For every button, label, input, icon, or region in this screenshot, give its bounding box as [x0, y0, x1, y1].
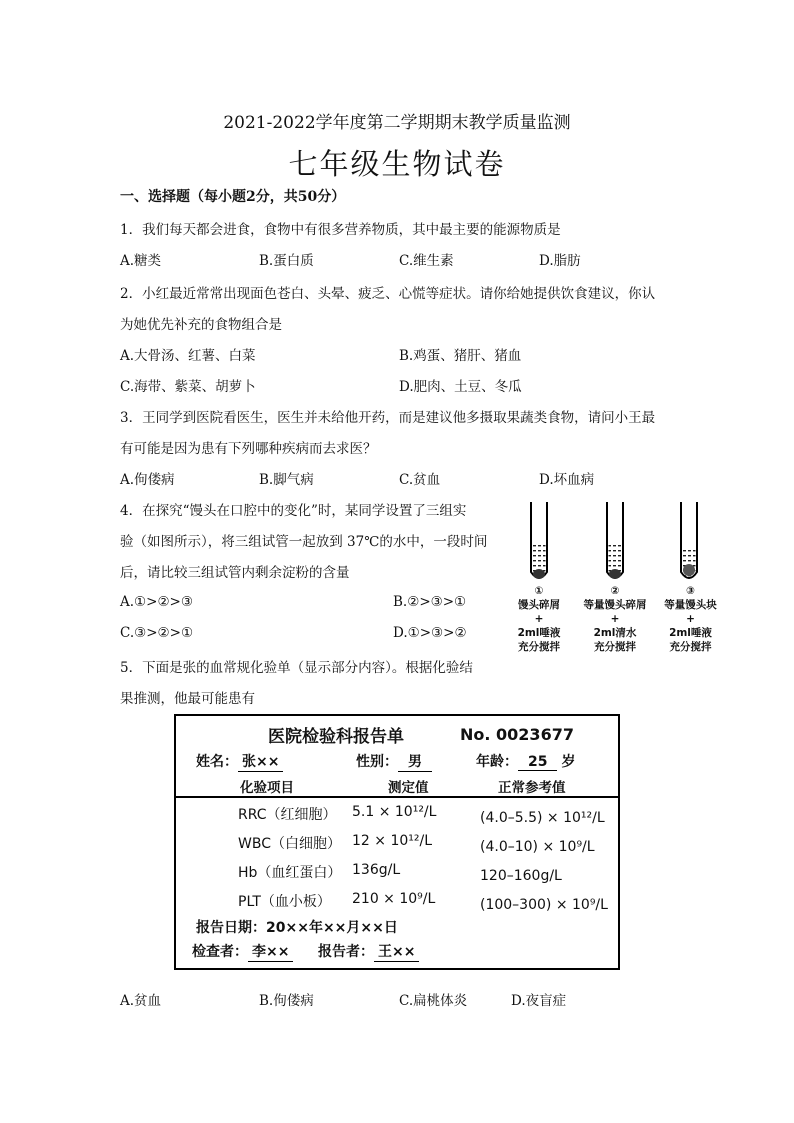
- q5-option-c: C.扁桃体炎: [399, 993, 468, 1009]
- row-rbc-ref: (4.0–5.5) × 10¹²/L: [480, 810, 605, 826]
- q1-option-a: A.糖类: [120, 253, 162, 269]
- question-1-stem: 1．我们每天都会进食，食物中有很多营养物质，其中最主要的能源物质是: [120, 222, 561, 238]
- q5-option-b: B.佝偻病: [259, 993, 314, 1009]
- reporter-field: 报告者： 王××: [318, 941, 419, 962]
- patient-name-value: 张××: [238, 751, 283, 772]
- q4-option-d: D.①>③>②: [393, 625, 467, 641]
- checker-field: 检查者： 李××: [192, 941, 293, 962]
- row-wbc-item: WBC（白细胞）: [238, 836, 341, 852]
- question-2-stem-line1: 2．小红最近常常出现面色苍白、头晕、疲乏、心慌等症状。请你给她提供饮食建议，你认: [120, 286, 656, 302]
- test-tube-3: [681, 502, 697, 578]
- test-tube-figure: [503, 500, 728, 665]
- row-plt-ref: (100–300) × 10⁹/L: [480, 897, 608, 913]
- q3-option-c: C.贫血: [399, 472, 441, 488]
- row-rbc-item: RRC（红细胞）: [238, 807, 337, 823]
- row-hb-ref: 120–160g/L: [480, 868, 562, 884]
- exam-title: 2021-2022学年度第二学期期末教学质量监测: [223, 113, 571, 133]
- tube-3-caption: ③ 等量馒头块 + 2ml唾液 充分搅拌: [664, 585, 717, 653]
- question-2-stem-line2: 为她优先补充的食物组合是: [120, 317, 282, 333]
- question-4-stem-line3: 后，请比较三组试管内剩余淀粉的含量: [120, 565, 350, 581]
- question-4-stem-line1: 4．在探究“馒头在口腔中的变化”时，某同学设置了三组实: [120, 503, 467, 519]
- row-hb-value: 136g/L: [352, 862, 401, 878]
- question-5-stem-line1: 5．下面是张的血常规化验单（显示部分内容）。根据化验结: [120, 660, 473, 676]
- column-item-header: 化验项目: [240, 780, 294, 796]
- lab-report-card: [174, 714, 620, 970]
- q3-option-d: D.坏血病: [539, 472, 595, 488]
- column-reference-header: 正常参考值: [498, 780, 566, 796]
- q1-option-d: D.脂肪: [539, 253, 581, 269]
- q2-option-a: A.大骨汤、红薯、白菜: [120, 348, 256, 364]
- question-3-stem-line1: 3．王同学到医院看医生，医生并未给他开药，而是建议他多摄取果蔬类食物，请问小王最: [120, 410, 656, 426]
- question-4-stem-line2: 验（如图所示），将三组试管一起放到 37℃的水中，一段时间: [120, 534, 488, 550]
- q4-option-c: C.③>②>①: [120, 625, 194, 641]
- report-title: 医院检验科报告单: [268, 727, 404, 747]
- q2-option-d: D.肥肉、土豆、冬瓜: [399, 379, 522, 395]
- q3-option-b: B.脚气病: [259, 472, 314, 488]
- report-divider: [176, 796, 618, 798]
- row-rbc-value: 5.1 × 10¹²/L: [352, 804, 437, 820]
- q2-option-b: B.鸡蛋、猪肝、猪血: [399, 348, 522, 364]
- column-value-header: 测定值: [388, 780, 429, 796]
- tube-2-caption: ② 等量馒头碎屑 + 2ml清水 充分搅拌: [583, 585, 647, 653]
- q2-option-c: C.海带、紫菜、胡萝卜: [120, 379, 256, 395]
- q4-option-b: B.②>③>①: [393, 594, 467, 610]
- report-date: 报告日期：20××年××月××日: [196, 920, 398, 936]
- test-tubes-illustration: [503, 500, 728, 592]
- patient-name-field: 姓名： 张××: [196, 751, 283, 772]
- q5-option-d: D.夜盲症: [511, 993, 567, 1009]
- q5-option-a: A.贫血: [120, 993, 162, 1009]
- section-heading: 一、选择题（每小题2分，共50分）: [120, 189, 346, 205]
- reporter-value: 王××: [374, 941, 419, 962]
- patient-age-field: 年龄： 25 岁: [476, 754, 576, 770]
- question-5-stem-line2: 果推测，他最可能患有: [120, 691, 255, 707]
- q1-option-c: C.维生素: [399, 253, 454, 269]
- row-wbc-value: 12 × 10¹²/L: [352, 833, 433, 849]
- report-number: No. 0023677: [460, 725, 574, 744]
- row-hb-item: Hb（血红蛋白）: [238, 865, 342, 881]
- q4-option-a: A.①>②>③: [120, 594, 193, 610]
- patient-age-value: 25: [518, 754, 557, 771]
- patient-sex-value: 男: [398, 751, 432, 772]
- question-3-stem-line2: 有可能是因为患有下列哪种疾病而去求医？: [120, 441, 377, 457]
- checker-value: 李××: [248, 941, 293, 962]
- q1-option-b: B.蛋白质: [259, 253, 314, 269]
- row-wbc-ref: (4.0–10) × 10⁹/L: [480, 839, 595, 855]
- row-plt-value: 210 × 10⁹/L: [352, 891, 436, 907]
- test-tube-1: [531, 502, 547, 579]
- exam-subtitle: 七年级生物试卷: [288, 147, 506, 181]
- patient-sex-field: 性别： 男: [356, 751, 432, 772]
- q3-option-a: A.佝偻病: [120, 472, 175, 488]
- test-tube-2: [607, 502, 623, 579]
- tube-1-caption: ① 馒头碎屑 + 2ml唾液 充分搅拌: [517, 585, 561, 653]
- row-plt-item: PLT（血小板）: [238, 894, 331, 910]
